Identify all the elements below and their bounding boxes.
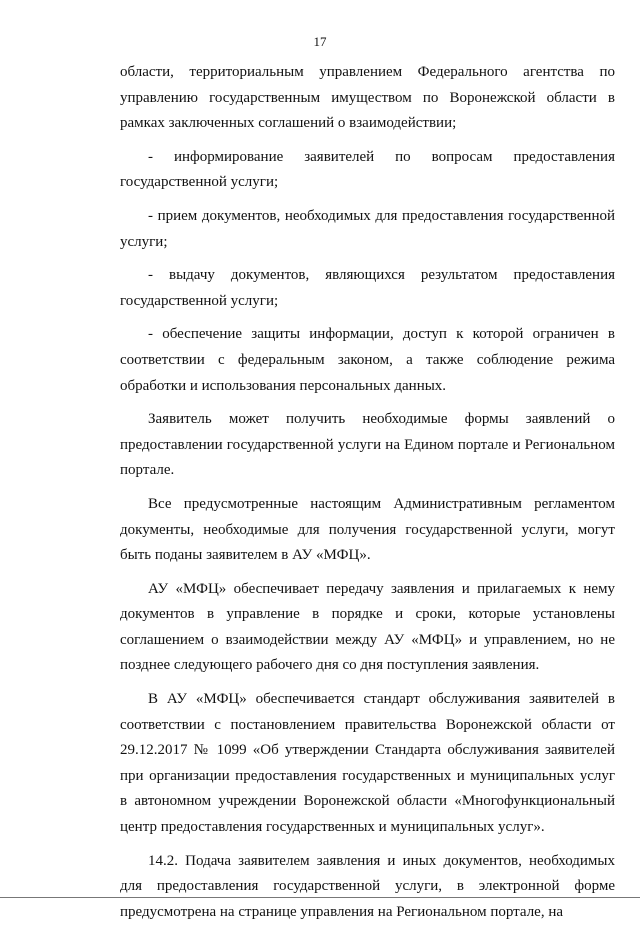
list-item-informing: - информирование заявителей по вопросам предоставления государственной услуги; [120,148,615,191]
paragraph-forms: Заявитель может получить необходимые формы заявлений о предоставлении государственной услуги на Едином портале и Региональном портале. [120,411,615,479]
page-bottom-edge [0,897,640,898]
list-item-receiving: - прием документов, необходимых для предоставления государственной услуги; [120,207,615,250]
paragraph-continuation: области, территориальным управлением Федерального агентства по управлению государственным имуществом по Воронежской области в рамках заключенных соглашений о взаимодействии; [120,64,615,132]
list-item-issuing: - выдачу документов, являющихся результатом предоставления государственной услуги; [120,267,615,309]
paragraph-standard: В АУ «МФЦ» обеспечивается стандарт обслуживания заявителей в соответствии с постановлением правительства Воронежской области от 29.12.2017 № 1099 «Об утверждении Стандарта обслуживания заявителей при организации предоставления государственных и муниципальных услуг в автономном учреждении Воронежской области «Многофункциональный центр предоставления государственных и муниципальных услуг». [120,691,615,836]
list-item-data-protection: - обеспечение защиты информации, доступ к которой ограничен в соответствии с федеральным законом, а также соблюдение режима обработки и использования персональных данных. [120,326,615,394]
paragraph-documents: Все предусмотренные настоящим Административным регламентом документы, необходимые для получения государственной услуги, могут быть поданы заявителем в АУ «МФЦ». [120,495,615,564]
document-body [120,60,615,925]
page-number: 17 [313,34,327,49]
paragraph-section-14-2: 14.2. Подача заявителем заявления и иных документов, необходимых для предоставления государственной услуги, в электронной форме предусмотрена на странице управления на Региональном портале, на [120,852,615,920]
paragraph-transfer: АУ «МФЦ» обеспечивает передачу заявления и прилагаемых к нему документов в управление в порядке и сроки, которые установлены соглашением о взаимодействии между АУ «МФЦ» и управлением, но не позднее следующего рабочего дня со дня поступления заявления. [120,580,615,674]
